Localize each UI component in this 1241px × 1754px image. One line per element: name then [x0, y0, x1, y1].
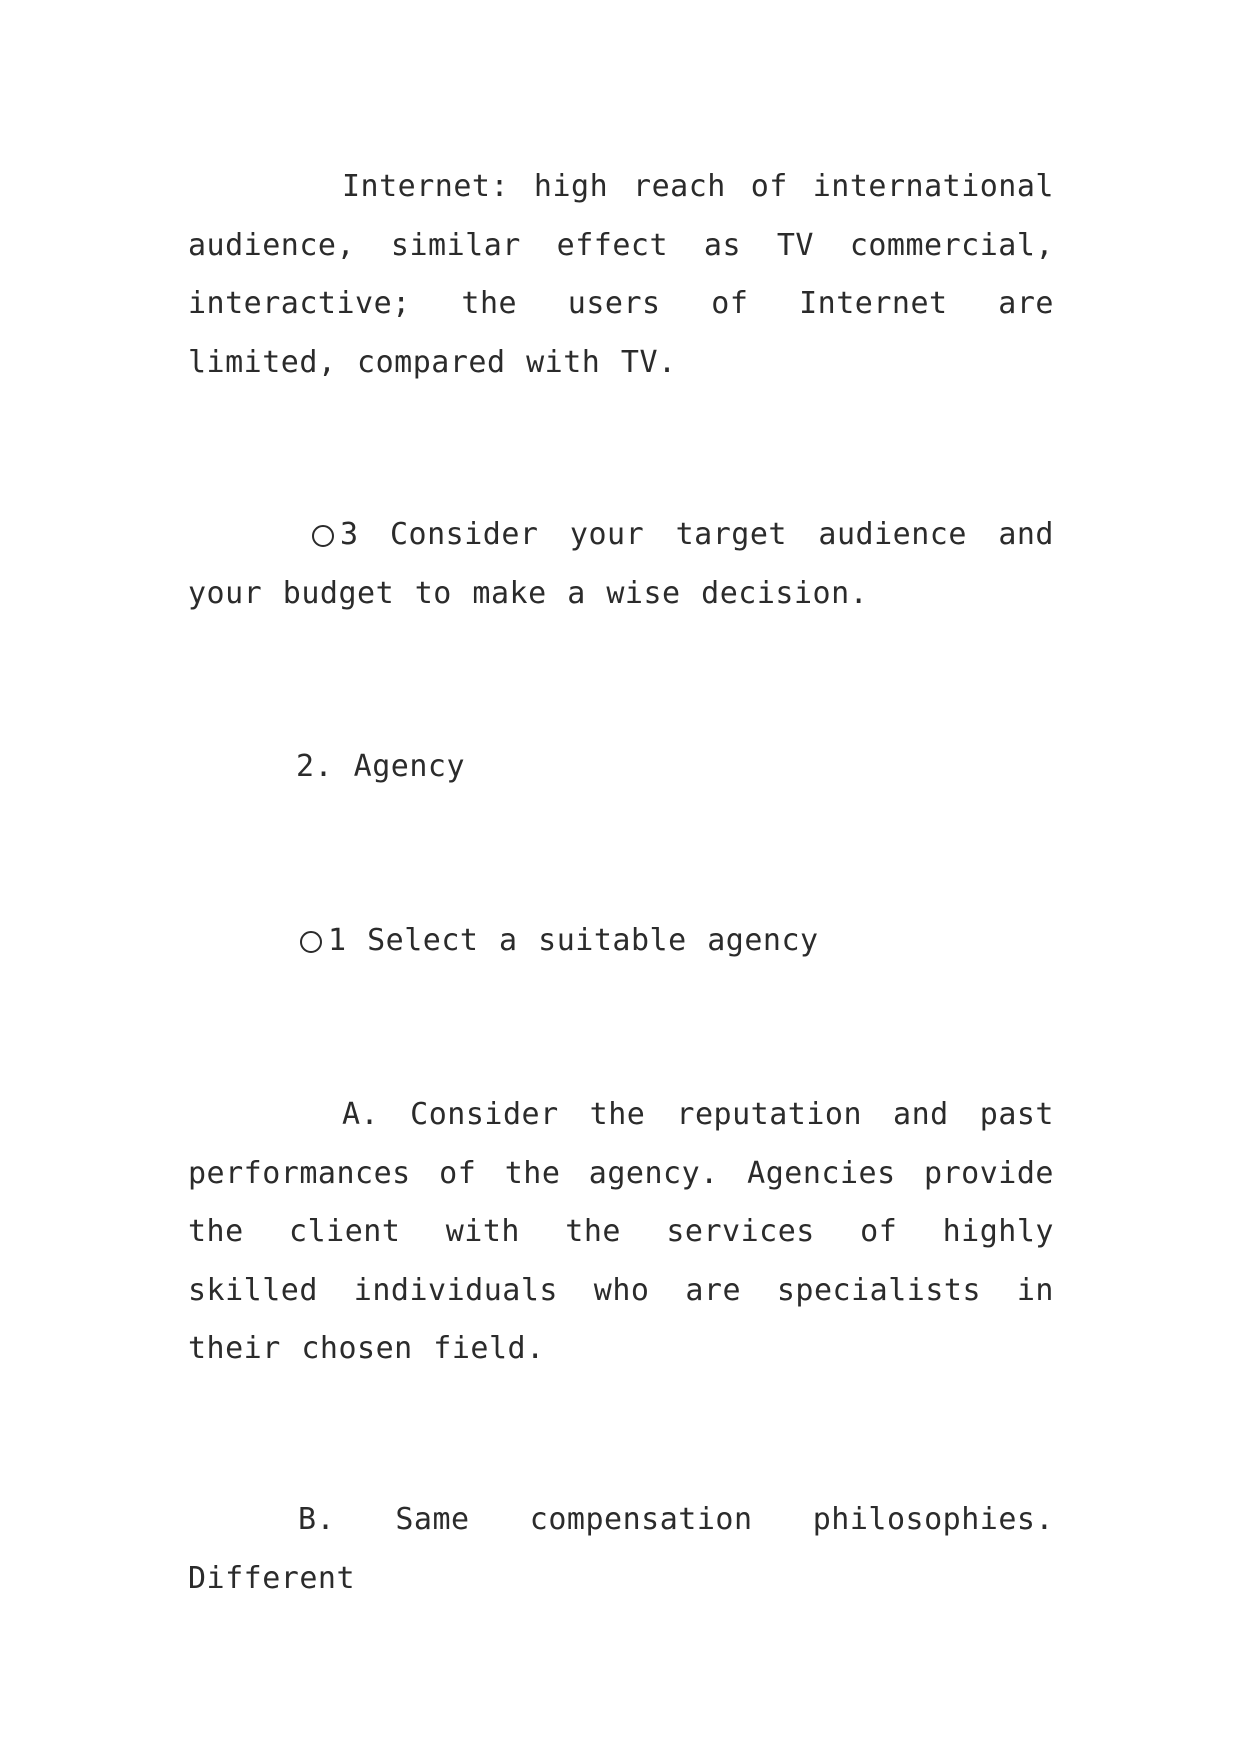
paragraph-select-agency-text: 1 Select a suitable agency — [328, 923, 819, 958]
circle-icon — [312, 525, 334, 547]
paragraph-item-b: B. Same compensation philosophies. Different — [188, 1502, 1054, 1596]
paragraph-consider-budget — [188, 506, 1054, 623]
section-heading-agency: 2. Agency — [296, 749, 466, 784]
paragraph-select-agency — [300, 912, 1000, 971]
paragraph-item-a: A. Consider the reputation and past performances of the agency. Agencies provide the client with the services of highly skilled individuals who are specialists in their chosen field. — [188, 1097, 1054, 1366]
circle-icon — [300, 931, 322, 953]
paragraph-internet: Internet: high reach of international audience, similar effect as TV commercial, interactive; the users of Internet are limited, compared with TV. — [188, 169, 1054, 380]
paragraph-consider-budget-text: 3 Consider your target audience and your budget to make a wise decision. — [188, 517, 1054, 611]
